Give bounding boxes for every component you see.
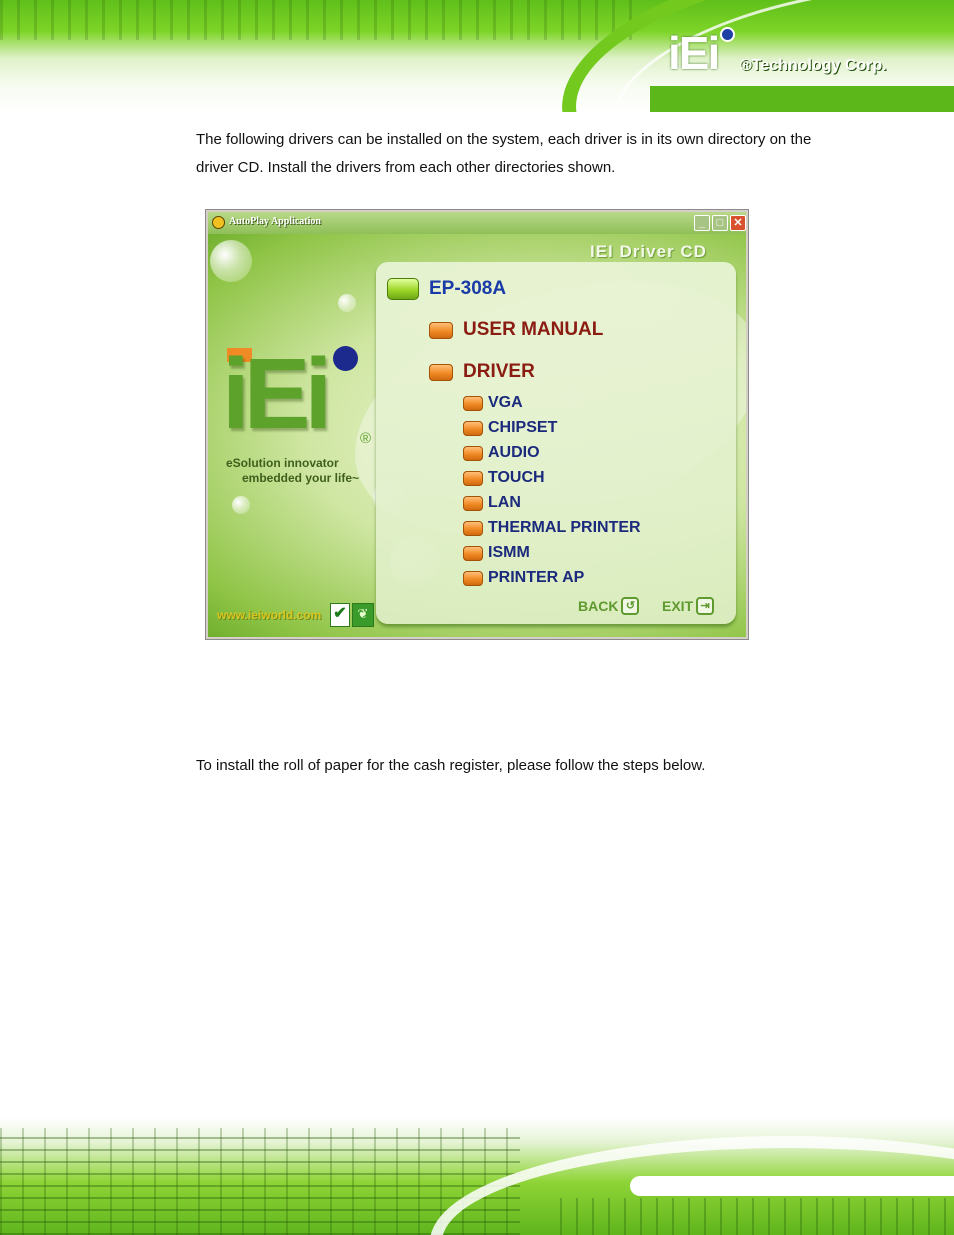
- driver-cd-label: IEI Driver CD: [590, 242, 707, 261]
- website-link[interactable]: www.ieiworld.com: [217, 608, 322, 622]
- slogan-line-1: eSolution innovator: [226, 456, 339, 470]
- driver-item-chipset[interactable]: [463, 419, 557, 437]
- intro-paragraph: The following drivers can be installed on the system, each driver is in its own directory on the driver CD. Install the drivers from each other directories shown.: [196, 131, 812, 176]
- driver-label: CHIPSET: [488, 419, 558, 436]
- driver-label: AUDIO: [488, 444, 540, 461]
- driver-label: TOUCH: [488, 469, 545, 486]
- footer-band: [630, 1176, 954, 1196]
- exit-label: EXIT: [662, 598, 694, 614]
- menu-item-driver[interactable]: [429, 361, 535, 383]
- orange-button-icon: [463, 571, 483, 586]
- driver-item-vga[interactable]: [463, 394, 523, 412]
- model-label: EP-308A: [429, 278, 507, 299]
- page-header-banner: [0, 0, 954, 112]
- back-label: BACK: [578, 598, 619, 614]
- circuit-traces: [0, 0, 640, 40]
- orange-button-icon: [429, 364, 453, 381]
- slogan-line-2: embedded your life~: [242, 471, 360, 485]
- brand-logo-dot: [333, 346, 358, 371]
- back-button[interactable]: [578, 597, 639, 615]
- orange-button-icon: [463, 396, 483, 411]
- brand-logo: iEi: [222, 338, 327, 450]
- bubble-decoration: [232, 496, 250, 514]
- company-tagline: ®Technology Corp.: [740, 57, 887, 74]
- orange-button-icon: [463, 471, 483, 486]
- minimize-button[interactable]: _: [694, 215, 710, 231]
- iei-logo: [668, 27, 719, 79]
- header-band: [650, 86, 954, 112]
- driver-item-audio[interactable]: [463, 444, 540, 462]
- bubble-decoration: [338, 294, 356, 312]
- orange-button-icon: [429, 322, 453, 339]
- menu-item-label: DRIVER: [463, 361, 535, 382]
- maximize-button[interactable]: □: [712, 215, 728, 231]
- green-leaf-icon: ❦: [352, 603, 374, 627]
- rohs-check-icon: ✔: [330, 603, 350, 627]
- menu-item-label: USER MANUAL: [463, 319, 604, 340]
- driver-item-thermal-printer[interactable]: [463, 519, 641, 537]
- autoplay-cd-icon: [212, 216, 225, 229]
- iei-logo-dot: [720, 27, 735, 42]
- orange-button-icon: [463, 446, 483, 461]
- driver-label: PRINTER AP: [488, 569, 585, 586]
- autoplay-window: [205, 209, 749, 640]
- exit-button[interactable]: [662, 597, 714, 615]
- driver-label: THERMAL PRINTER: [488, 519, 641, 536]
- green-button-icon: [387, 278, 419, 300]
- bubble-decoration: [210, 240, 252, 282]
- driver-item-ismm[interactable]: [463, 544, 530, 562]
- back-arrow-icon: ↺: [621, 597, 639, 615]
- footer-traces: [560, 1198, 954, 1235]
- driver-label: VGA: [488, 394, 523, 411]
- driver-label: LAN: [488, 494, 521, 511]
- orange-button-icon: [463, 496, 483, 511]
- menu-item-user-manual[interactable]: [429, 319, 603, 341]
- window-titlebar: [208, 212, 746, 234]
- orange-button-icon: [463, 421, 483, 436]
- paper-install-paragraph: To install the roll of paper for the cash register, please follow the steps below.: [196, 757, 706, 774]
- close-button[interactable]: ✕: [730, 215, 746, 231]
- page-footer-banner: [0, 1118, 954, 1235]
- orange-button-icon: [463, 521, 483, 536]
- model-item[interactable]: [387, 278, 506, 300]
- driver-item-lan[interactable]: [463, 494, 521, 512]
- exit-door-icon: ⇥: [696, 597, 714, 615]
- window-title: AutoPlay Application: [229, 216, 321, 227]
- driver-item-touch[interactable]: [463, 469, 545, 487]
- driver-label: ISMM: [488, 544, 530, 561]
- registered-mark: ®: [360, 430, 372, 447]
- iei-logo-text: iEi: [668, 27, 719, 79]
- orange-button-icon: [463, 546, 483, 561]
- window-client-area: [208, 234, 746, 637]
- driver-item-printer-ap[interactable]: [463, 569, 584, 587]
